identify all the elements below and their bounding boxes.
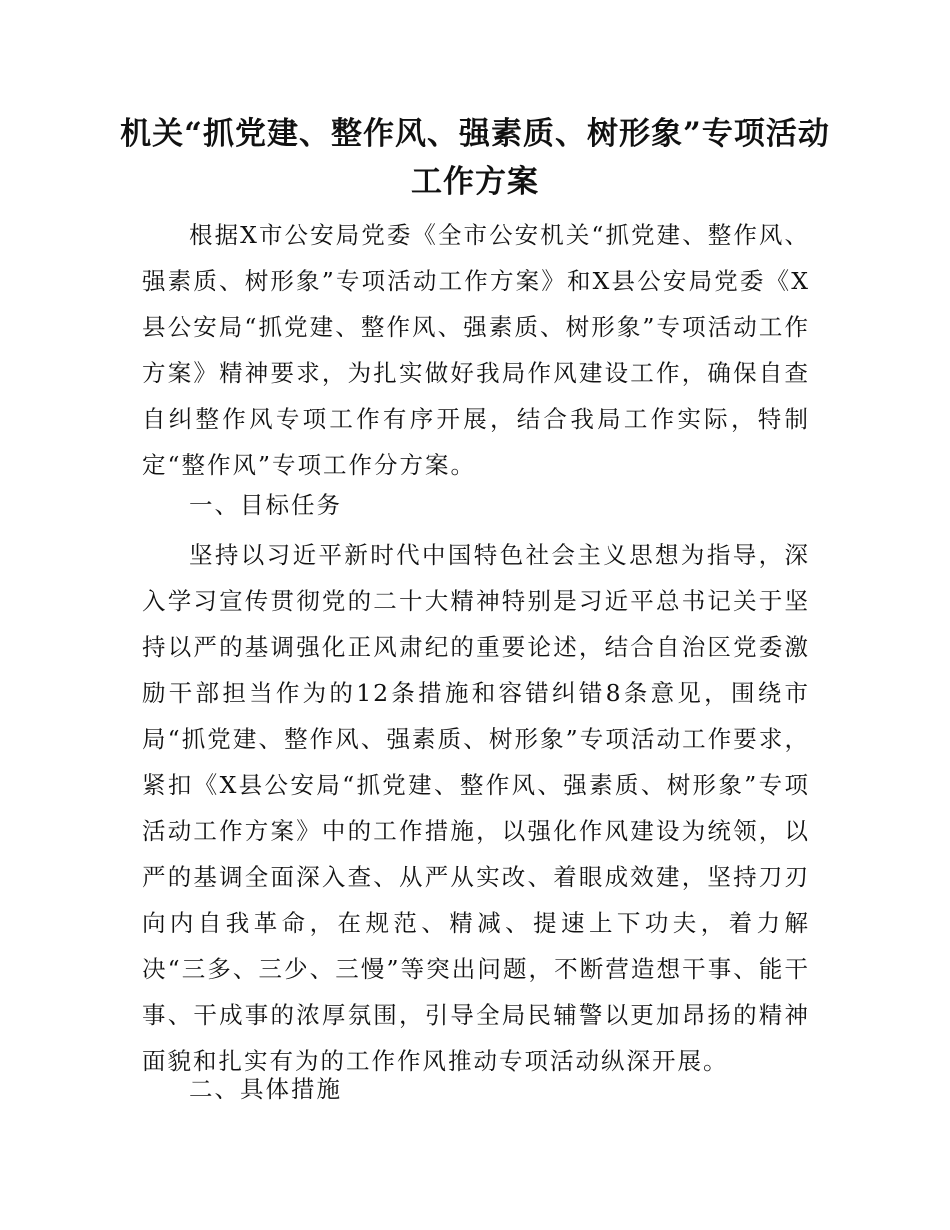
goals-paragraph: 坚持以习近平新时代中国特色社会主义思想为指导，深入学习宣传贯彻党的二十大精神特别是习近平总书记关于坚持以严的基调强化正风肃纪的重要论述，结合自治区党委激励干部担当作为的12条措施和容错纠错8条意见，围绕市局“抓党建、整作风、强素质、树形象”专项活动工作要求，紧扣《X县公安局“抓党建、整作风、强素质、树形象”专项活动工作方案》中的工作措施，以强化作风建设为统领，以严的基调全面深入查、从严从实改、着眼成效建，坚持刀刃向内自我革命，在规范、精减、提速上下功夫，着力解决“三多、三少、三慢”等突出问题，不断营造想干事、能干事、干成事的浓厚氛围，引导全局民辅警以更加昂扬的精神面貌和扎实有为的工作作风推动专项活动纵深开展。: [142, 541, 810, 1075]
document-title: 机关“抓党建、整作风、强素质、树形象”专项活动工作方案: [120, 116, 830, 200]
section-heading-goals: 一、目标任务: [189, 491, 342, 519]
section-heading-measures: 二、具体措施: [189, 1075, 342, 1103]
intro-paragraph: 根据X市公安局党委《全市公安机关“抓党建、整作风、强素质、树形象”专项活动工作方案》和X县公安局党委《X县公安局“抓党建、整作风、强素质、树形象”专项活动工作方案》精神要求，为扎实做好我局作风建设工作，确保自查自纠整作风专项工作有序开展，结合我局工作实际，特制定“整作风”专项工作分方案。: [142, 221, 810, 479]
